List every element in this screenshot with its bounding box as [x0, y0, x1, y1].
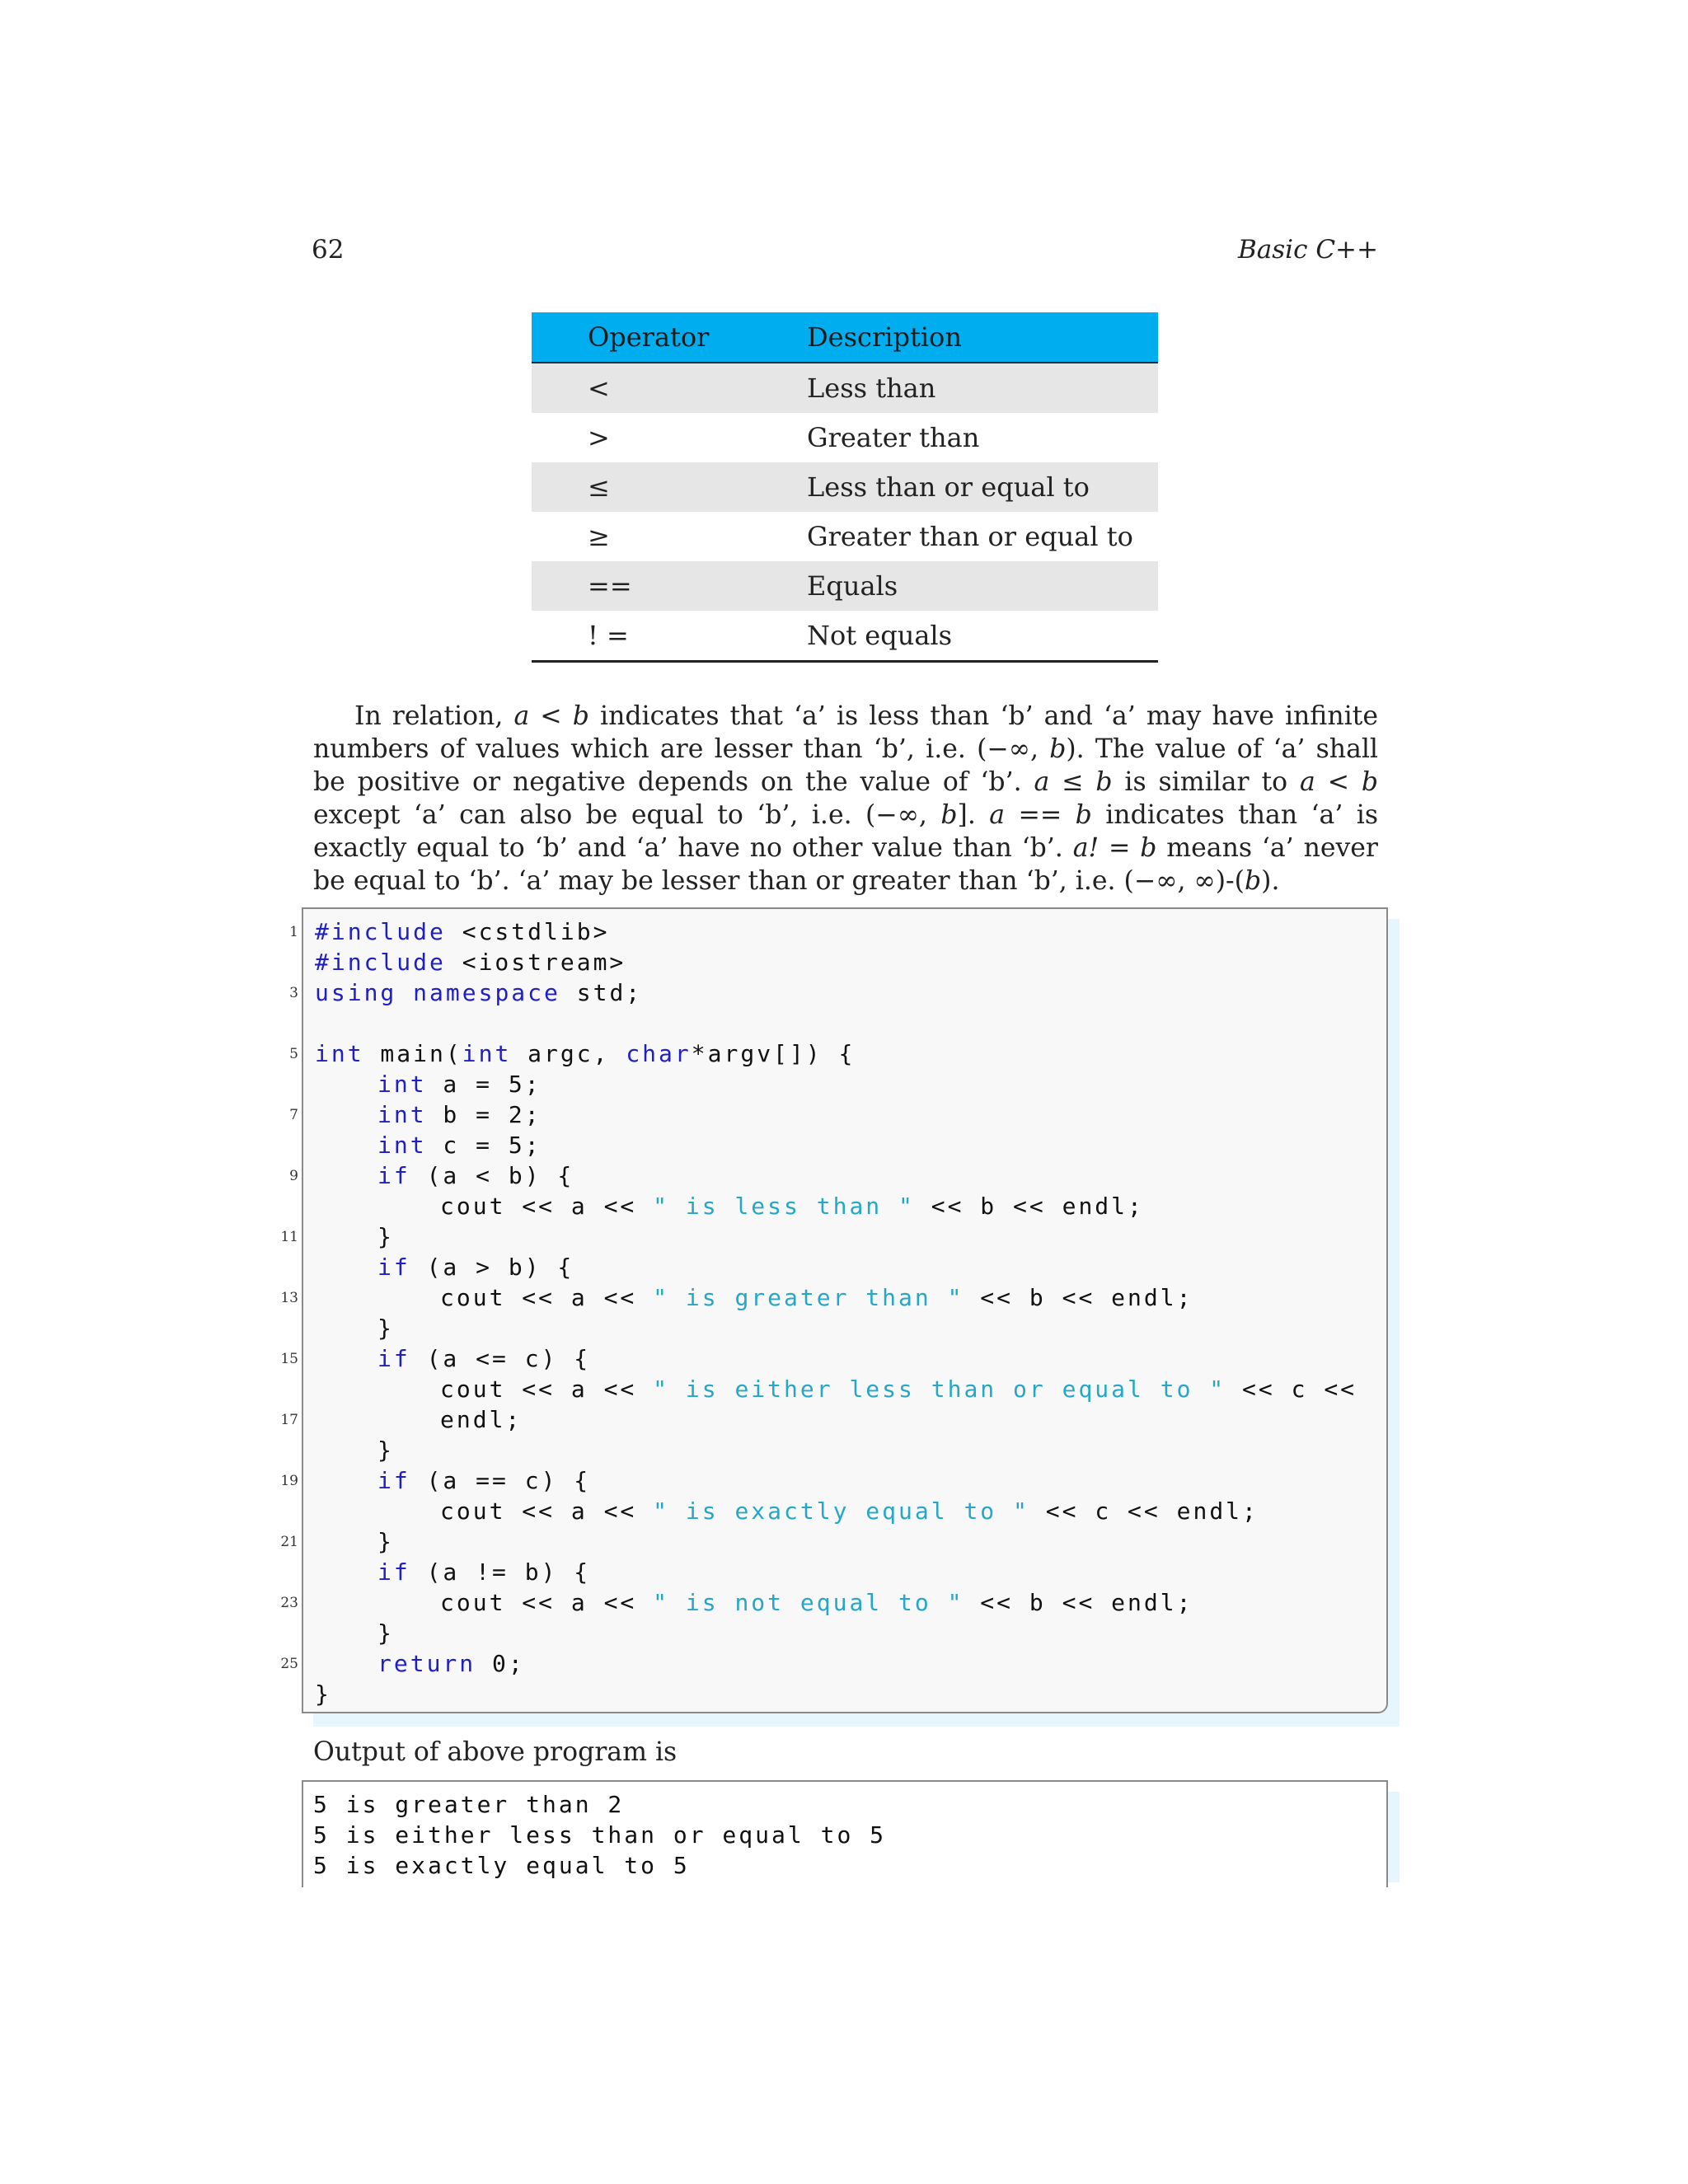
code-token: <iostream>	[445, 949, 626, 976]
column-header-operator: Operator	[532, 312, 807, 363]
code-line	[440, 1192, 1144, 1221]
code-token: << c <<	[1226, 1376, 1357, 1403]
code-token: }	[377, 1619, 394, 1647]
line-number: 21	[280, 1534, 298, 1550]
output-line: 5 is exactly equal to 5	[313, 1852, 690, 1879]
math-expression: a < b	[1299, 767, 1378, 797]
page-number: 62	[312, 235, 345, 265]
code-token: }	[377, 1223, 394, 1250]
code-token: #include	[315, 918, 446, 945]
code-token: (a <= c) {	[410, 1345, 591, 1372]
description-cell: Not equals	[807, 611, 1158, 662]
code-line	[377, 1649, 525, 1679]
code-token: int	[377, 1132, 427, 1159]
operator-cell: ! =	[532, 611, 807, 662]
code-token: (a != b) {	[410, 1558, 591, 1586]
code-token: return	[377, 1650, 476, 1677]
code-token: if	[377, 1254, 410, 1281]
text-run: means ‘a’ never be equal to ‘b’. ‘a’ may be lesser than or greater than ‘b’, i.e. (−∞, ∞)-(	[313, 833, 1378, 896]
code-token: int	[462, 1040, 512, 1067]
code-token: " is greater than "	[653, 1284, 964, 1311]
code-token: }	[377, 1436, 394, 1464]
text-run: except ‘a’ can also be equal to ‘b’, i.e. (−∞,	[313, 800, 941, 830]
code-line	[440, 1283, 1193, 1313]
text-run: ].	[957, 800, 990, 830]
operator-table	[532, 312, 1158, 663]
code-line	[377, 1527, 394, 1557]
code-line	[315, 917, 609, 947]
code-line	[315, 1039, 855, 1069]
code-line	[440, 1405, 522, 1435]
code-line	[315, 948, 626, 977]
code-line	[315, 978, 642, 1008]
code-line	[377, 1161, 574, 1191]
math-expression: b	[1049, 734, 1067, 764]
table-row	[532, 512, 1158, 561]
code-token: " is exactly equal to "	[653, 1497, 1029, 1525]
code-token: std;	[560, 979, 643, 1006]
math-expression: b	[940, 800, 958, 830]
line-number: 13	[280, 1290, 298, 1306]
line-number: 9	[289, 1168, 298, 1184]
line-number: 19	[280, 1473, 298, 1489]
code-token: " is less than "	[653, 1193, 915, 1220]
code-line	[377, 1070, 542, 1099]
column-header-description: Description	[807, 312, 1158, 363]
code-token: argc,	[511, 1040, 626, 1067]
operator-cell: ≥	[588, 521, 610, 552]
code-token: int	[315, 1040, 364, 1067]
description-cell: Less than or equal to	[807, 462, 1158, 512]
table-header-row	[532, 312, 1158, 363]
code-token: (a > b) {	[410, 1254, 574, 1281]
text-run: indicates than ‘a’ is exactly equal to ‘b’ and ‘a’ have no other value than ‘b’.	[313, 800, 1378, 863]
description-cell: Equals	[807, 561, 1158, 611]
code-token: " is either less than or equal to "	[653, 1376, 1226, 1403]
line-number: 15	[280, 1351, 298, 1367]
code-token: if	[377, 1345, 410, 1372]
code-line	[377, 1100, 542, 1130]
code-token: char	[626, 1040, 692, 1067]
description-cell: Greater than or equal to	[807, 521, 1133, 552]
code-token: 0;	[476, 1650, 525, 1677]
code-token: " is not equal to "	[653, 1589, 964, 1616]
code-line	[377, 1314, 394, 1343]
line-number: 11	[280, 1229, 298, 1245]
code-line	[377, 1131, 542, 1160]
line-number: 7	[289, 1107, 298, 1123]
line-number: 17	[280, 1412, 298, 1428]
code-line	[377, 1558, 590, 1587]
code-token: << c << endl;	[1029, 1497, 1259, 1525]
table-row	[532, 561, 1158, 611]
code-token: cout << a <<	[440, 1193, 654, 1220]
code-token: }	[315, 1680, 331, 1708]
code-token: cout << a <<	[440, 1589, 654, 1616]
code-line	[377, 1344, 590, 1374]
table-row	[532, 462, 1158, 512]
running-head: Basic C++	[1238, 235, 1378, 265]
operator-cell: ≤	[532, 462, 807, 512]
math-expression: a < b	[513, 701, 589, 731]
text-run: ). The value of ‘a’ shall be positive or negative depends on the value of ‘b’.	[313, 734, 1378, 797]
code-token: cout << a <<	[440, 1376, 654, 1403]
code-line	[315, 1680, 331, 1709]
operator-cell: <	[532, 363, 807, 413]
code-token: << b << endl;	[964, 1589, 1193, 1616]
code-token: *argv[]) {	[691, 1040, 856, 1067]
operator-cell: >	[588, 422, 610, 453]
code-token: if	[377, 1558, 410, 1586]
table-row	[532, 363, 1158, 413]
code-line	[377, 1253, 574, 1282]
code-token: a = 5;	[426, 1071, 542, 1098]
code-token: c = 5;	[426, 1132, 542, 1159]
code-token: if	[377, 1162, 410, 1189]
code-token: <cstdlib>	[445, 918, 610, 945]
code-token: namespace	[413, 979, 560, 1006]
code-line	[440, 1375, 1357, 1404]
code-token: b = 2;	[426, 1101, 542, 1128]
code-token: << b << endl;	[964, 1284, 1193, 1311]
line-number: 23	[280, 1595, 298, 1611]
line-number: 5	[289, 1046, 298, 1062]
operator-cell: ==	[532, 561, 807, 611]
output-label: Output of above program is	[313, 1737, 678, 1767]
code-token: using	[315, 979, 397, 1006]
code-token: #include	[315, 949, 446, 976]
description-cell: Greater than	[807, 422, 980, 453]
math-expression: a ≤ b	[1034, 767, 1113, 797]
code-token: if	[377, 1467, 410, 1494]
math-expression: a! = b	[1072, 833, 1157, 863]
text-run: indicates that ‘a’ is less than ‘b’ and ‘a’ may have infinite numbers of values which are lesser than ‘b’, i.e. (−∞,	[313, 701, 1378, 764]
code-token: }	[377, 1315, 394, 1342]
code-token: (a < b) {	[410, 1162, 574, 1189]
code-token: }	[377, 1528, 394, 1555]
code-line	[440, 1588, 1193, 1618]
code-token: int	[377, 1071, 427, 1098]
math-expression: b	[1244, 866, 1262, 896]
code-line	[377, 1436, 394, 1465]
code-token: cout << a <<	[440, 1497, 654, 1525]
code-token: cout << a <<	[440, 1284, 654, 1311]
text-run: ).	[1261, 866, 1280, 896]
code-token: << b << endl;	[914, 1193, 1144, 1220]
code-token: main(	[363, 1040, 462, 1067]
description-cell: Less than	[807, 363, 1158, 413]
text-run: In relation,	[354, 701, 514, 731]
table-row	[532, 413, 1158, 462]
line-number: 3	[289, 985, 298, 1001]
code-token: (a == c) {	[410, 1467, 591, 1494]
table-row	[532, 611, 1158, 662]
line-number: 25	[280, 1656, 298, 1672]
code-line	[377, 1619, 394, 1648]
output-line: 5 is greater than 2	[313, 1791, 625, 1818]
code-token: endl;	[440, 1406, 523, 1433]
line-number: 1	[289, 924, 298, 940]
code-line	[377, 1466, 590, 1496]
output-line: 5 is either less than or equal to 5	[313, 1821, 887, 1849]
code-line	[377, 1222, 394, 1252]
body-paragraph	[313, 700, 1378, 898]
code-token: int	[377, 1101, 427, 1128]
text-run: is similar to	[1112, 767, 1300, 797]
math-expression: a == b	[989, 800, 1092, 830]
code-line	[440, 1497, 1259, 1526]
